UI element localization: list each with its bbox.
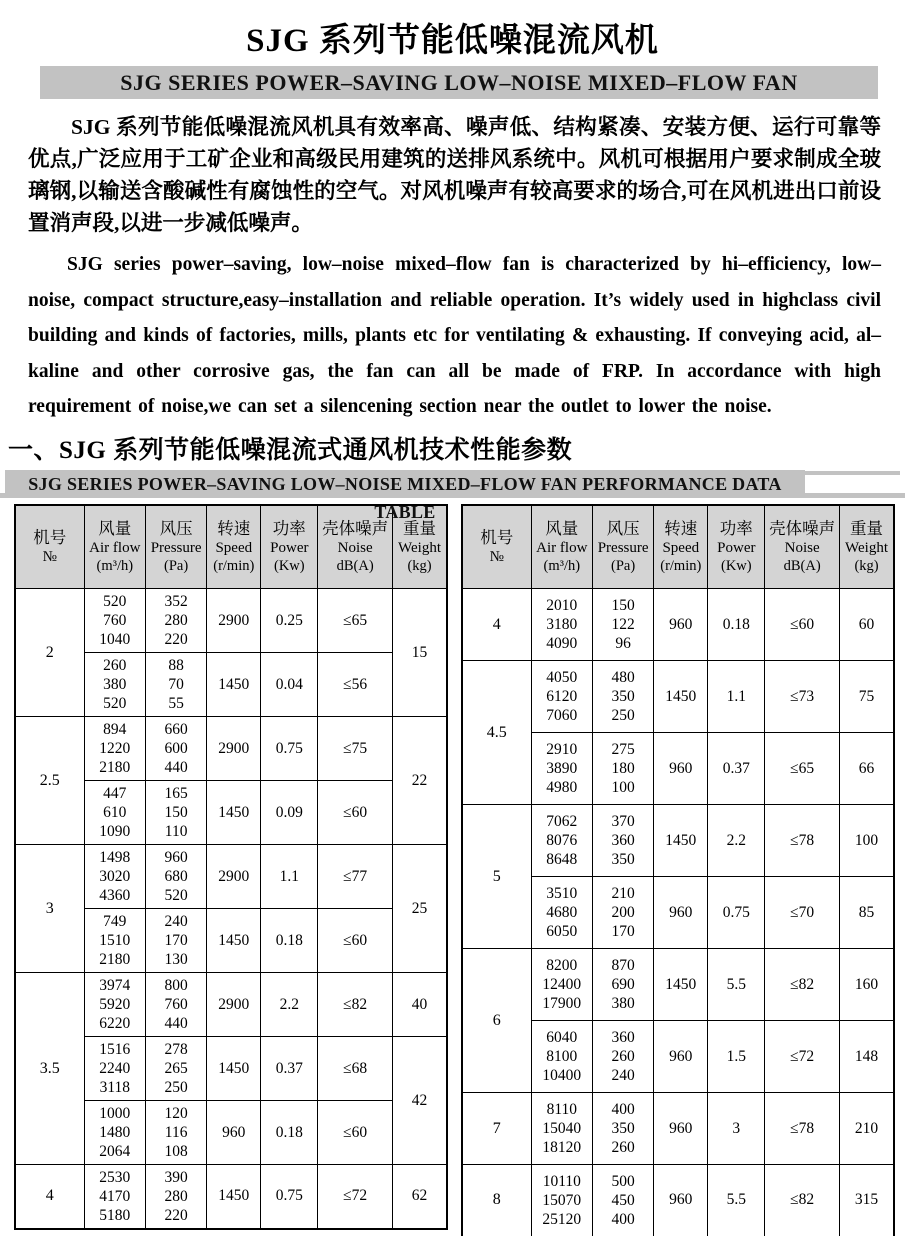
noise-cell: ≤56 — [318, 653, 393, 717]
noise-cell: ≤82 — [765, 1165, 840, 1236]
pressure-cell: 400 350 260 — [592, 1093, 653, 1165]
power-cell: 0.75 — [261, 717, 318, 781]
pressure-cell: 660 600 440 — [145, 717, 206, 781]
speed-cell: 960 — [654, 1165, 708, 1236]
speed-cell: 1450 — [207, 781, 261, 845]
power-cell: 0.18 — [261, 909, 318, 973]
power-cell: 0.09 — [261, 781, 318, 845]
noise-cell: ≤72 — [765, 1021, 840, 1093]
air-flow-cell: 6040 8100 10400 — [531, 1021, 592, 1093]
model-no-cell: 3.5 — [15, 973, 84, 1165]
air-flow-cell: 10110 15070 25120 — [531, 1165, 592, 1236]
column-header: 重量 Weight (kg) — [840, 505, 894, 589]
pressure-cell: 870 690 380 — [592, 949, 653, 1021]
column-header: 风压 Pressure (Pa) — [592, 505, 653, 589]
power-cell: 0.25 — [261, 589, 318, 653]
model-no-cell: 6 — [462, 949, 531, 1093]
speed-cell: 2900 — [207, 845, 261, 909]
pressure-cell: 960 680 520 — [145, 845, 206, 909]
air-flow-cell: 3510 4680 6050 — [531, 877, 592, 949]
noise-cell: ≤72 — [318, 1165, 393, 1229]
performance-tables — [14, 504, 905, 1236]
power-cell: 1.1 — [708, 661, 765, 733]
pressure-cell: 360 260 240 — [592, 1021, 653, 1093]
weight-cell: 42 — [393, 1037, 447, 1165]
speed-cell: 1450 — [207, 1165, 261, 1229]
speed-cell: 2900 — [207, 589, 261, 653]
air-flow-cell: 7062 8076 8648 — [531, 805, 592, 877]
air-flow-cell: 8200 12400 17900 — [531, 949, 592, 1021]
weight-cell: 60 — [840, 589, 894, 661]
air-flow-cell: 260 380 520 — [84, 653, 145, 717]
air-flow-cell: 2530 4170 5180 — [84, 1165, 145, 1229]
noise-cell: ≤60 — [318, 1101, 393, 1165]
speed-cell: 960 — [654, 1093, 708, 1165]
air-flow-cell: 520 760 1040 — [84, 589, 145, 653]
weight-cell: 66 — [840, 733, 894, 805]
model-no-cell: 8 — [462, 1165, 531, 1236]
power-cell: 0.75 — [708, 877, 765, 949]
air-flow-cell: 3974 5920 6220 — [84, 973, 145, 1037]
page-title: SJG 系列节能低噪混流风机 — [246, 23, 659, 59]
weight-cell: 40 — [393, 973, 447, 1037]
power-cell: 0.37 — [261, 1037, 318, 1101]
noise-cell: ≤65 — [765, 733, 840, 805]
pressure-cell: 370 360 350 — [592, 805, 653, 877]
noise-cell: ≤77 — [318, 845, 393, 909]
weight-cell: 148 — [840, 1021, 894, 1093]
model-no-cell: 5 — [462, 805, 531, 949]
air-flow-cell: 2010 3180 4090 — [531, 589, 592, 661]
noise-cell: ≤78 — [765, 1093, 840, 1165]
power-cell: 0.37 — [708, 733, 765, 805]
speed-cell: 960 — [654, 589, 708, 661]
column-header: 功率 Power (Kw) — [708, 505, 765, 589]
air-flow-cell: 749 1510 2180 — [84, 909, 145, 973]
power-cell: 2.2 — [708, 805, 765, 877]
model-no-cell: 4 — [462, 589, 531, 661]
power-cell: 1.5 — [708, 1021, 765, 1093]
weight-cell: 75 — [840, 661, 894, 733]
weight-cell: 62 — [393, 1165, 447, 1229]
intro-paragraph-zh: SJG 系列节能低噪混流风机具有效率高、噪声低、结构紧凑、安装方便、运行可靠等优点,广泛应用于工矿企业和高级民用建筑的送排风系统中。风机可根据用户要求制成全玻璃钢,以输送含酸碱性有腐蚀性的空气。对风机噪声有较高要求的场合,可在风机进出口前设置消声段,以进一步减低噪声。 — [28, 115, 881, 235]
air-flow-cell: 894 1220 2180 — [84, 717, 145, 781]
air-flow-cell: 1516 2240 3118 — [84, 1037, 145, 1101]
column-header: 机号 № — [15, 505, 84, 589]
speed-cell: 1450 — [654, 805, 708, 877]
air-flow-cell: 1498 3020 4360 — [84, 845, 145, 909]
noise-cell: ≤82 — [765, 949, 840, 1021]
speed-cell: 1450 — [207, 653, 261, 717]
speed-cell: 960 — [207, 1101, 261, 1165]
column-header: 风量 Air flow (m³/h) — [531, 505, 592, 589]
model-no-cell: 3 — [15, 845, 84, 973]
weight-cell: 25 — [393, 845, 447, 973]
speed-cell: 960 — [654, 733, 708, 805]
column-header: 转速 Speed (r/min) — [654, 505, 708, 589]
pressure-cell: 390 280 220 — [145, 1165, 206, 1229]
speed-cell: 960 — [654, 1021, 708, 1093]
subtitle-banner: SJG SERIES POWER–SAVING LOW–NOISE MIXED–FLOW FAN — [40, 66, 878, 99]
power-cell: 5.5 — [708, 949, 765, 1021]
noise-cell: ≤60 — [318, 909, 393, 973]
model-no-cell: 4.5 — [462, 661, 531, 805]
power-cell: 0.18 — [261, 1101, 318, 1165]
noise-cell: ≤75 — [318, 717, 393, 781]
column-header: 壳体噪声 Noise dB(A) — [765, 505, 840, 589]
air-flow-cell: 447 610 1090 — [84, 781, 145, 845]
power-cell: 0.04 — [261, 653, 318, 717]
pressure-cell: 275 180 100 — [592, 733, 653, 805]
air-flow-cell: 2910 3890 4980 — [531, 733, 592, 805]
column-header: 转速 Speed (r/min) — [207, 505, 261, 589]
pressure-cell: 352 280 220 — [145, 589, 206, 653]
speed-cell: 1450 — [654, 949, 708, 1021]
air-flow-cell: 8110 15040 18120 — [531, 1093, 592, 1165]
column-header: 风压 Pressure (Pa) — [145, 505, 206, 589]
weight-cell: 100 — [840, 805, 894, 877]
power-cell: 3 — [708, 1093, 765, 1165]
column-header: 风量 Air flow (m³/h) — [84, 505, 145, 589]
weight-cell: 160 — [840, 949, 894, 1021]
noise-cell: ≤78 — [765, 805, 840, 877]
speed-cell: 2900 — [207, 717, 261, 781]
pressure-cell: 500 450 400 — [592, 1165, 653, 1236]
pressure-cell: 165 150 110 — [145, 781, 206, 845]
noise-cell: ≤65 — [318, 589, 393, 653]
weight-cell: 315 — [840, 1165, 894, 1236]
noise-cell: ≤68 — [318, 1037, 393, 1101]
power-cell: 2.2 — [261, 973, 318, 1037]
column-header: 机号 № — [462, 505, 531, 589]
power-cell: 0.18 — [708, 589, 765, 661]
pressure-cell: 120 116 108 — [145, 1101, 206, 1165]
pressure-cell: 88 70 55 — [145, 653, 206, 717]
section-heading: 一、SJG 系列节能低噪混流式通风机技术性能参数 — [8, 436, 573, 464]
model-no-cell: 2 — [15, 589, 84, 717]
pressure-cell: 210 200 170 — [592, 877, 653, 949]
air-flow-cell: 4050 6120 7060 — [531, 661, 592, 733]
noise-cell: ≤60 — [318, 781, 393, 845]
power-cell: 1.1 — [261, 845, 318, 909]
noise-cell: ≤82 — [318, 973, 393, 1037]
pressure-cell: 150 122 96 — [592, 589, 653, 661]
air-flow-cell: 1000 1480 2064 — [84, 1101, 145, 1165]
pressure-cell: 278 265 250 — [145, 1037, 206, 1101]
model-no-cell: 4 — [15, 1165, 84, 1229]
weight-cell: 85 — [840, 877, 894, 949]
speed-cell: 1450 — [654, 661, 708, 733]
table-title-banner: SJG SERIES POWER–SAVING LOW–NOISE MIXED–FLOW FAN PERFORMANCE DATA TABLE — [5, 470, 805, 498]
column-header: 壳体噪声 Noise dB(A) — [318, 505, 393, 589]
pressure-cell: 800 760 440 — [145, 973, 206, 1037]
intro-paragraph-en: SJG series power–saving, low–noise mixed–flow fan is characterized by hi–efficiency, low–noise, compact structure,easy–installation and reliable operation. It’s widely used in highclass civil building and kinds of factories, mills, plants etc for ventilating & exhausting. If conveying acid, al–kaline and other corrosive gas, the fan can all be made of FRP. In accordance with high requirement of noise,we can set a silencening section near the outlet to lower the noise. — [28, 254, 881, 417]
power-cell: 0.75 — [261, 1165, 318, 1229]
noise-cell: ≤73 — [765, 661, 840, 733]
speed-cell: 1450 — [207, 909, 261, 973]
weight-cell: 15 — [393, 589, 447, 717]
table-banner-row — [0, 469, 905, 522]
model-no-cell: 2.5 — [15, 717, 84, 845]
noise-cell: ≤60 — [765, 589, 840, 661]
pressure-cell: 240 170 130 — [145, 909, 206, 973]
speed-cell: 1450 — [207, 1037, 261, 1101]
model-no-cell: 7 — [462, 1093, 531, 1165]
speed-cell: 2900 — [207, 973, 261, 1037]
performance-table-left — [14, 504, 448, 1230]
pressure-cell: 480 350 250 — [592, 661, 653, 733]
noise-cell: ≤70 — [765, 877, 840, 949]
speed-cell: 960 — [654, 877, 708, 949]
column-header: 功率 Power (Kw) — [261, 505, 318, 589]
power-cell: 5.5 — [708, 1165, 765, 1236]
performance-table-right — [461, 504, 895, 1236]
weight-cell: 210 — [840, 1093, 894, 1165]
weight-cell: 22 — [393, 717, 447, 845]
banner-tail-line — [805, 471, 900, 475]
column-header: 重量 Weight (kg) — [393, 505, 447, 589]
